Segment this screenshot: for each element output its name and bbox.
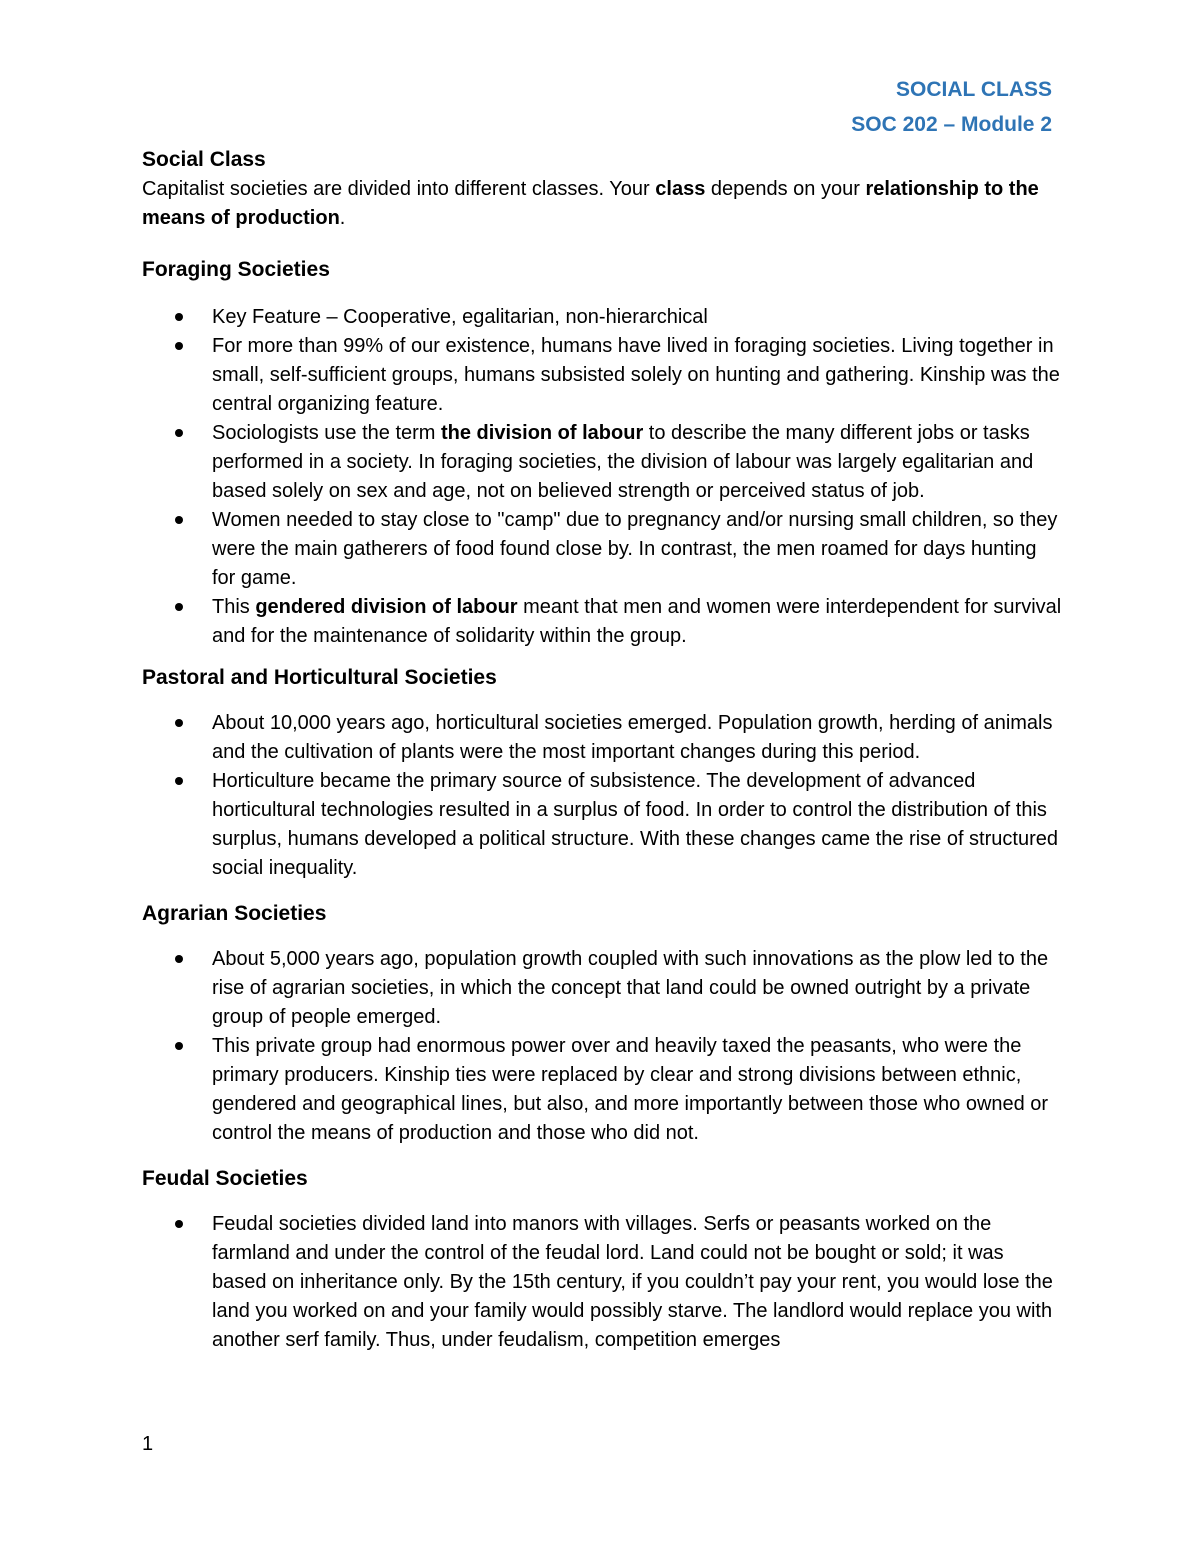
- feudal-heading: Feudal Societies: [142, 1167, 308, 1190]
- intro-text-3: .: [339, 207, 346, 229]
- pastoral-heading: Pastoral and Horticultural Societies: [142, 666, 497, 689]
- list-item-bold: the division of labour: [441, 422, 644, 444]
- list-item: [142, 419, 1062, 506]
- list-item: [142, 506, 1062, 593]
- list-item-text: Sociologists use the term: [212, 422, 441, 444]
- bullet-icon: [175, 777, 183, 785]
- agrarian-list: [142, 945, 1062, 1148]
- bullet-icon: [175, 1042, 183, 1050]
- page-number: 1: [142, 1433, 154, 1455]
- list-item-text: For more than 99% of our existence, humans have lived in foraging societies. Living together in small, self-sufficient groups, humans subsisted solely on hunting and gathering. Kinship was the central organizing feature.: [212, 335, 1060, 415]
- intro-bold-class: class: [655, 178, 706, 200]
- list-item-text: meant that men and women were interdependent for survival and for the maintenance of solidarity within the group.: [212, 596, 1062, 647]
- list-item: [142, 1210, 1062, 1355]
- header-subtitle: SOC 202 – Module 2: [851, 113, 1052, 136]
- list-item: [142, 593, 1062, 651]
- list-item-text: About 5,000 years ago, population growth coupled with such innovations as the plow led to the rise of agrarian societies, in which the concept that land could be owned outright by a private group of people emerged.: [212, 948, 1049, 1028]
- foraging-heading: Foraging Societies: [142, 258, 330, 281]
- list-item: [142, 945, 1062, 1032]
- list-item-text: Horticulture became the primary source of subsistence. The development of advanced horticultural technologies resulted in a surplus of food. In order to control the distribution of this surplus, humans developed a political structure. With these changes came the rise of structured social inequality.: [212, 770, 1058, 879]
- list-item-text: Key Feature – Cooperative, egalitarian, non-hierarchical: [212, 306, 708, 328]
- list-item: [142, 1032, 1062, 1148]
- list-item-text: Feudal societies divided land into manors with villages. Serfs or peasants worked on the farmland and under the control of the feudal lord. Land could not be bought or sold; it was based on inheritance only. By the 15th century, if you couldn’t pay your rent, you would lose the land you worked on and your family would possibly starve. The landlord would replace you with another serf family. Thus, under feudalism, competition emerges: [212, 1213, 1053, 1351]
- list-item: [142, 767, 1062, 883]
- list-item-text: About 10,000 years ago, horticultural societies emerged. Population growth, herding of animals and the cultivation of plants were the most important changes during this period.: [212, 712, 1053, 763]
- bullet-icon: [175, 429, 183, 437]
- list-item-text: Women needed to stay close to "camp" due to pregnancy and/or nursing small children, so they were the main gatherers of food found close by. In contrast, the men roamed for days hunting for game.: [212, 509, 1058, 589]
- intro-bold-relationship: relationship to the means of production: [142, 178, 1039, 229]
- feudal-list: [142, 1210, 1062, 1355]
- bullet-icon: [175, 719, 183, 727]
- intro-text-2: depends on your: [705, 178, 866, 200]
- intro-paragraph: [142, 175, 1062, 233]
- list-item: [142, 709, 1062, 767]
- bullet-icon: [175, 955, 183, 963]
- list-item: [142, 332, 1062, 419]
- bullet-icon: [175, 603, 183, 611]
- bullet-icon: [175, 1220, 183, 1228]
- bullet-icon: [175, 342, 183, 350]
- list-item-text: This: [212, 596, 256, 618]
- list-item-text: This private group had enormous power over and heavily taxed the peasants, who were the primary producers. Kinship ties were replaced by clear and strong divisions between ethnic, gendered and geographical lines, but also, and more importantly between those who owned or control the means of production and those who did not.: [212, 1035, 1049, 1144]
- pastoral-list: [142, 709, 1062, 883]
- foraging-list: [142, 303, 1062, 651]
- agrarian-heading: Agrarian Societies: [142, 902, 327, 925]
- list-item-text: to describe the many different jobs or tasks performed in a society. In foraging societies, the division of labour was largely egalitarian and based solely on sex and age, not on believed strength or perceived status of job.: [212, 422, 1034, 502]
- bullet-icon: [175, 313, 183, 321]
- header-title: SOCIAL CLASS: [896, 78, 1052, 101]
- intro-text-1: Capitalist societies are divided into different classes. Your: [142, 178, 656, 200]
- document-header: [851, 72, 1052, 142]
- list-item: [142, 303, 1062, 332]
- bullet-icon: [175, 516, 183, 524]
- document-body: [142, 145, 1062, 1355]
- intro-heading: Social Class: [142, 148, 266, 171]
- list-item-bold: gendered division of labour: [255, 596, 518, 618]
